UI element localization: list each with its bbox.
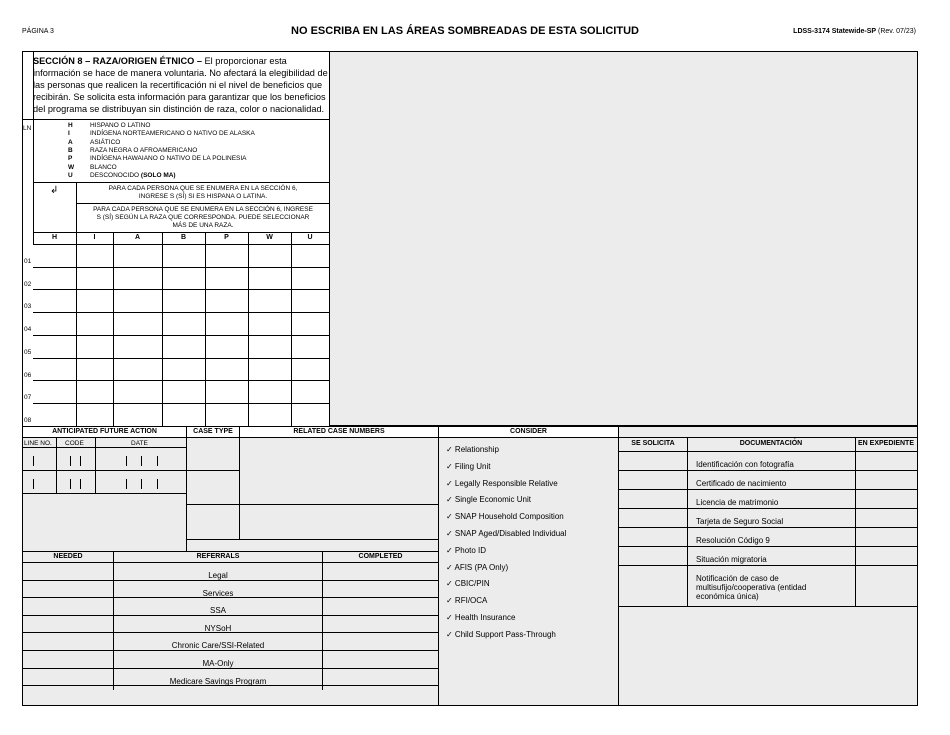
entry-tick bbox=[157, 456, 158, 466]
anticipated-future-action-header: ANTICIPATED FUTURE ACTION bbox=[52, 428, 157, 435]
divider bbox=[22, 470, 239, 471]
form-id-code: LDSS-3174 Statewide-SP bbox=[793, 28, 877, 35]
race-cell-02-w[interactable] bbox=[249, 268, 291, 289]
referral-item: NYSoH bbox=[204, 623, 232, 633]
divider bbox=[22, 615, 438, 616]
race-cell-05-u[interactable] bbox=[292, 336, 329, 357]
race-cell-04-b[interactable] bbox=[163, 313, 205, 334]
form-id bbox=[793, 28, 916, 35]
divider bbox=[22, 551, 438, 552]
race-cell-05-w[interactable] bbox=[249, 336, 291, 357]
race-cell-03-h[interactable] bbox=[34, 290, 76, 311]
doc-item: Certificado de nacimiento bbox=[696, 479, 787, 488]
race-cell-06-h[interactable] bbox=[34, 359, 76, 380]
entry-tick bbox=[80, 456, 81, 466]
instruction-hispanic: PARA CADA PERSONA QUE SE ENUMERA EN LA SECCIÓN 6, INGRESE S (SÍ) SI ES HISPANA O LATINA. bbox=[108, 185, 298, 200]
row-number: 08 bbox=[24, 416, 32, 424]
divider bbox=[22, 426, 918, 427]
race-cell-02-a[interactable] bbox=[114, 268, 162, 289]
row-number: 03 bbox=[24, 303, 32, 311]
consider-item: ✓ Child Support Pass-Through bbox=[446, 629, 556, 639]
divider bbox=[22, 650, 438, 651]
divider bbox=[322, 551, 323, 690]
completed-header: COMPLETED bbox=[358, 553, 403, 560]
race-cell-05-b[interactable] bbox=[163, 336, 205, 357]
divider bbox=[76, 203, 329, 204]
divider bbox=[22, 119, 329, 120]
column-header-i: I bbox=[93, 234, 96, 241]
race-cell-02-p[interactable] bbox=[206, 268, 248, 289]
entry-tick bbox=[126, 456, 127, 466]
divider bbox=[76, 182, 77, 232]
divider bbox=[22, 597, 438, 598]
column-header-w: W bbox=[266, 234, 273, 241]
column-header-u: U bbox=[307, 234, 313, 241]
race-cell-07-u[interactable] bbox=[292, 381, 329, 402]
race-cell-07-w[interactable] bbox=[249, 381, 291, 402]
race-cell-03-u[interactable] bbox=[292, 290, 329, 311]
doc-item: Identificación con fotografía bbox=[696, 460, 794, 469]
divider bbox=[33, 232, 329, 233]
race-cell-03-i[interactable] bbox=[77, 290, 113, 311]
divider bbox=[186, 539, 438, 540]
race-code: U bbox=[68, 171, 73, 179]
race-cell-02-u[interactable] bbox=[292, 268, 329, 289]
race-cell-04-u[interactable] bbox=[292, 313, 329, 334]
referral-item: SSA bbox=[209, 606, 226, 616]
race-cell-05-p[interactable] bbox=[206, 336, 248, 357]
divider bbox=[618, 437, 918, 438]
doc-item: Resolución Código 9 bbox=[696, 536, 770, 545]
divider bbox=[22, 632, 438, 633]
race-cell-06-a[interactable] bbox=[114, 359, 162, 380]
race-cell-04-i[interactable] bbox=[77, 313, 113, 334]
divider bbox=[618, 565, 918, 566]
divider bbox=[618, 546, 918, 547]
divider bbox=[618, 426, 619, 706]
race-label: INDÍGENA NORTEAMERICANO O NATIVO DE ALASKA bbox=[90, 130, 255, 138]
race-label: HISPANO O LATINO bbox=[90, 122, 151, 129]
referral-item: Chronic Care/SSI-Related bbox=[171, 641, 265, 651]
race-cell-02-i[interactable] bbox=[77, 268, 113, 289]
race-cell-08-a[interactable] bbox=[114, 404, 162, 425]
race-cell-01-b[interactable] bbox=[163, 245, 205, 266]
divider bbox=[22, 685, 438, 686]
en-expediente-header: EN EXPEDIENTE bbox=[857, 440, 914, 447]
entry-tick bbox=[70, 456, 71, 466]
race-cell-07-p[interactable] bbox=[206, 381, 248, 402]
needed-header: NEEDED bbox=[53, 553, 83, 560]
row-number: 02 bbox=[24, 280, 32, 288]
column-header-p: P bbox=[224, 234, 229, 241]
divider bbox=[186, 426, 187, 552]
consider-item: ✓ Filing Unit bbox=[446, 461, 491, 471]
divider bbox=[855, 437, 856, 606]
race-cell-02-h[interactable] bbox=[34, 268, 76, 289]
race-cell-01-u[interactable] bbox=[292, 245, 329, 266]
entry-tick bbox=[80, 479, 81, 489]
entry-tick bbox=[33, 479, 34, 489]
race-code: P bbox=[68, 155, 73, 163]
column-header-b: B bbox=[180, 234, 187, 241]
divider bbox=[22, 447, 186, 448]
race-code: W bbox=[68, 163, 75, 171]
consider-item: ✓ Single Economic Unit bbox=[446, 495, 531, 505]
divider bbox=[687, 437, 688, 606]
race-cell-01-a[interactable] bbox=[114, 245, 162, 266]
race-label: DESCONOCIDO (SOLO MA) bbox=[90, 171, 176, 179]
race-cell-04-p[interactable] bbox=[206, 313, 248, 334]
consider-item: ✓ Relationship bbox=[446, 445, 499, 454]
race-cell-08-b[interactable] bbox=[163, 404, 205, 425]
race-cell-05-a[interactable] bbox=[114, 336, 162, 357]
race-cell-01-w[interactable] bbox=[249, 245, 291, 266]
race-cell-03-a[interactable] bbox=[114, 290, 162, 311]
entry-tick bbox=[157, 479, 158, 489]
race-cell-06-i[interactable] bbox=[77, 359, 113, 380]
related-case-numbers-header: RELATED CASE NUMBERS bbox=[293, 428, 385, 435]
referral-item: MA-Only bbox=[202, 659, 234, 668]
divider bbox=[618, 470, 918, 471]
instruction-race: PARA CADA PERSONA QUE SE ENUMERA EN LA SECCIÓN 6, INGRESE S (SÍ) SEGÚN LA RAZA QUE CORRESPONDA. PUEDE SELECCIONAR MÁS DE UNA RAZA. bbox=[93, 206, 313, 229]
form-revision: (Rev. 07/23) bbox=[878, 28, 916, 35]
race-label: RAZA NEGRA O AFROAMERICANO bbox=[90, 146, 198, 154]
consider-item: ✓ CBIC/PIN bbox=[446, 579, 490, 589]
race-label: BLANCO bbox=[90, 163, 117, 171]
doc-item: Licencia de matrimonio bbox=[696, 498, 779, 507]
line-no-label: LINE NO. bbox=[24, 440, 52, 447]
race-cell-08-i[interactable] bbox=[77, 404, 113, 425]
consider-header: CONSIDER bbox=[510, 428, 547, 435]
documentacion-header: DOCUMENTACIÓN bbox=[739, 440, 803, 447]
date-label: DATE bbox=[131, 440, 148, 447]
row-number: 05 bbox=[24, 348, 32, 356]
race-cell-04-w[interactable] bbox=[249, 313, 291, 334]
divider bbox=[22, 437, 619, 438]
race-cell-08-p[interactable] bbox=[206, 404, 248, 425]
race-cell-02-b[interactable] bbox=[163, 268, 205, 289]
divider bbox=[618, 489, 918, 490]
race-cell-08-h[interactable] bbox=[34, 404, 76, 425]
section8-heading: SECCIÓN 8 – RAZA/ORIGEN ÉTNICO – bbox=[33, 56, 202, 66]
race-cell-06-b[interactable] bbox=[163, 359, 205, 380]
race-cell-05-i[interactable] bbox=[77, 336, 113, 357]
divider bbox=[438, 426, 439, 706]
race-cell-07-a[interactable] bbox=[114, 381, 162, 402]
race-cell-01-i[interactable] bbox=[77, 245, 113, 266]
divider bbox=[22, 562, 438, 563]
consider-item: ✓ Photo ID bbox=[446, 545, 487, 555]
race-code: I bbox=[68, 130, 70, 138]
section8-text: El proporcionar esta información se hace de manera voluntaria. No afectará la elegibilidad de las personas que realicen la recertificación ni el nivel de beneficios que recibirán. Se solicita esta información para garantizar que los beneficios del programa se distribuyan sin distinción de raza, color o nacionalidad. bbox=[33, 56, 328, 114]
race-cell-06-p[interactable] bbox=[206, 359, 248, 380]
doc-item: Tarjeta de Seguro Social bbox=[696, 517, 784, 526]
shaded-area-upper bbox=[329, 51, 918, 426]
consider-item: ✓ Health Insurance bbox=[446, 613, 516, 622]
race-cell-03-p[interactable] bbox=[206, 290, 248, 311]
column-header-a: A bbox=[134, 234, 141, 241]
referral-item: Legal bbox=[208, 571, 228, 580]
referrals-header: REFERRALS bbox=[196, 553, 240, 560]
consider-item: ✓ Legally Responsible Relative bbox=[446, 478, 558, 488]
race-cell-07-h[interactable] bbox=[34, 381, 76, 402]
page-title: NO ESCRIBA EN LAS ÁREAS SOMBREADAS DE ESTA SOLICITUD bbox=[291, 25, 639, 37]
row-number: 01 bbox=[24, 258, 32, 265]
divider bbox=[33, 51, 34, 245]
divider bbox=[95, 437, 96, 493]
race-cell-08-u[interactable] bbox=[292, 404, 329, 425]
race-cell-06-u[interactable] bbox=[292, 359, 329, 380]
race-cell-05-h[interactable] bbox=[34, 336, 76, 357]
race-cell-07-b[interactable] bbox=[163, 381, 205, 402]
code-label: CODE bbox=[65, 440, 84, 447]
divider bbox=[618, 606, 918, 607]
column-header-h: H bbox=[51, 234, 58, 241]
entry-tick bbox=[141, 456, 142, 466]
race-cell-01-p[interactable] bbox=[206, 245, 248, 266]
race-cell-08-w[interactable] bbox=[249, 404, 291, 425]
doc-item-notification: Notificación de caso de multisufijo/cooperativa (entidad económica única) bbox=[696, 574, 807, 601]
case-type-header: CASE TYPE bbox=[193, 428, 233, 435]
divider bbox=[56, 437, 57, 493]
ln-label: LN bbox=[23, 125, 32, 132]
race-cell-06-w[interactable] bbox=[249, 359, 291, 380]
divider bbox=[22, 668, 438, 669]
page-number: PÁGINA 3 bbox=[22, 28, 54, 35]
race-label: ASIÁTICO bbox=[90, 138, 121, 146]
row-number: 07 bbox=[24, 394, 32, 402]
entry-tick bbox=[33, 456, 34, 466]
divider bbox=[618, 451, 918, 452]
arrow-down-icon: ↲ bbox=[50, 185, 59, 196]
race-code: B bbox=[68, 146, 73, 154]
race-cell-04-h[interactable] bbox=[34, 313, 76, 334]
consider-item: ✓ RFI/OCA bbox=[446, 596, 488, 606]
entry-tick bbox=[126, 479, 127, 489]
race-cell-07-i[interactable] bbox=[77, 381, 113, 402]
divider bbox=[22, 493, 186, 494]
divider bbox=[186, 504, 438, 505]
race-label: INDÍGENA HAWAIANO O NATIVO DE LA POLINESIA bbox=[90, 155, 247, 163]
se-solicita-header: SE SOLICITA bbox=[631, 440, 675, 447]
race-cell-01-h[interactable] bbox=[34, 245, 76, 266]
divider bbox=[22, 580, 438, 581]
entry-tick bbox=[70, 479, 71, 489]
doc-item: Situación migratoria bbox=[696, 555, 767, 564]
race-code: H bbox=[68, 122, 73, 129]
referral-item: Services bbox=[202, 588, 234, 598]
divider bbox=[618, 508, 918, 509]
race-cell-04-a[interactable] bbox=[114, 313, 162, 334]
divider bbox=[239, 426, 240, 540]
section8-intro bbox=[33, 55, 328, 115]
divider bbox=[618, 527, 918, 528]
referral-item: Medicare Savings Program bbox=[169, 676, 267, 686]
consider-item: ✓ AFIS (PA Only) bbox=[446, 562, 509, 572]
race-code: A bbox=[68, 138, 73, 146]
row-number: 06 bbox=[24, 371, 32, 379]
divider bbox=[33, 182, 329, 183]
consider-item: ✓ SNAP Aged/Disabled Individual bbox=[446, 529, 567, 538]
row-number: 04 bbox=[24, 326, 32, 334]
race-cell-03-w[interactable] bbox=[249, 290, 291, 311]
entry-tick bbox=[141, 479, 142, 489]
consider-item: ✓ SNAP Household Composition bbox=[446, 512, 564, 522]
race-cell-03-b[interactable] bbox=[163, 290, 205, 311]
